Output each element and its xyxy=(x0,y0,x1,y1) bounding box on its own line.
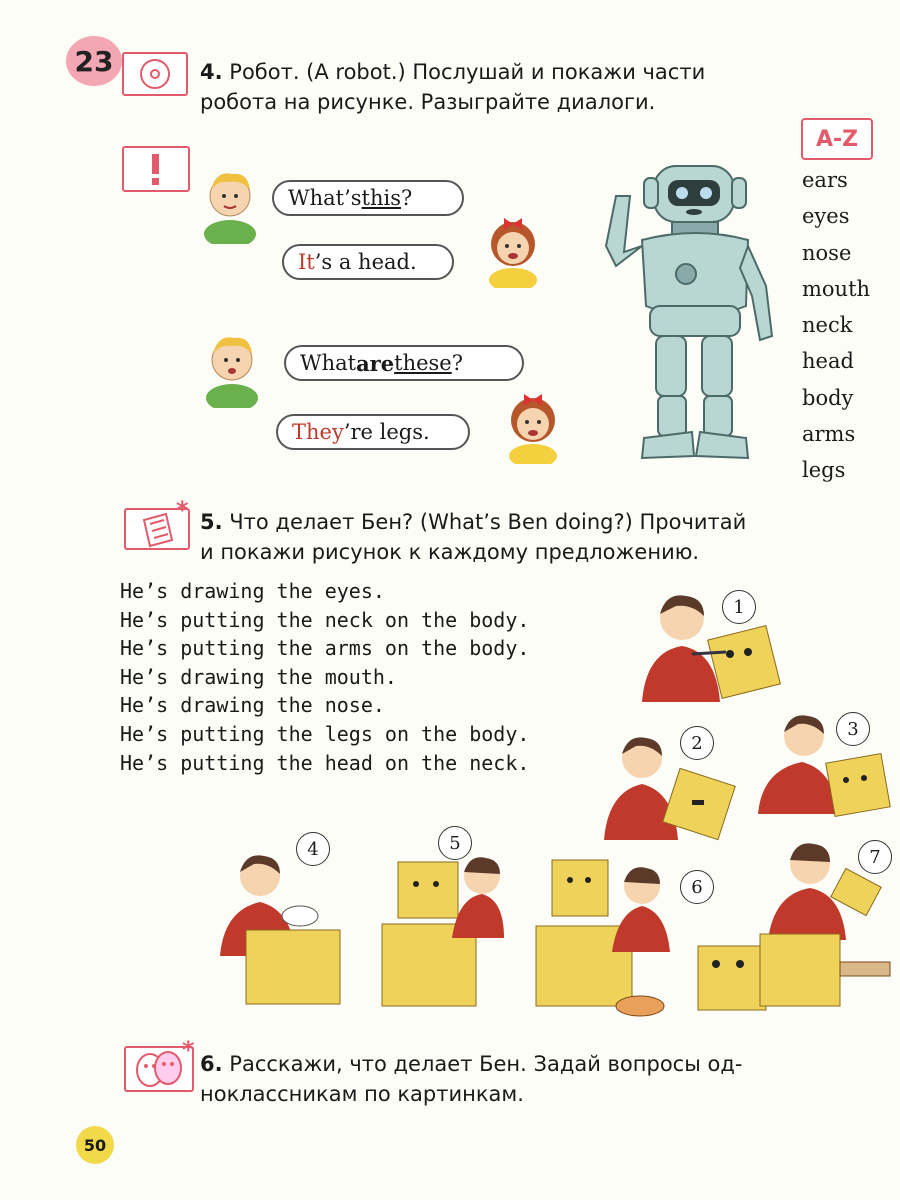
vocab-word: neck xyxy=(802,313,853,338)
robot-illustration xyxy=(596,156,786,466)
task5-number: 5. xyxy=(200,510,223,534)
star-icon: * xyxy=(176,496,189,524)
sentence-list xyxy=(120,577,529,777)
page-number: 50 xyxy=(76,1126,114,1164)
girl-face-icon xyxy=(502,382,564,464)
girl-face-icon xyxy=(482,206,544,288)
picture-ben-putting-arms xyxy=(530,856,680,1022)
picture-number-2: 2 xyxy=(680,726,714,760)
picture-number-7: 7 xyxy=(858,840,892,874)
picture-number-1: 1 xyxy=(722,590,756,624)
vocabulary-list xyxy=(802,162,870,489)
picture-ben-putting-neck xyxy=(216,846,346,1006)
star-icon: * xyxy=(182,1036,195,1064)
text: ? xyxy=(401,186,413,210)
task5-line2: и покажи рисунок к каждому предложению. xyxy=(200,540,700,564)
vocab-word: ears xyxy=(802,168,848,192)
task4-number: 4. xyxy=(200,60,223,84)
text: What xyxy=(300,351,357,375)
highlighted-word: It xyxy=(298,250,315,274)
vocab-word: nose xyxy=(802,240,852,265)
vocab-word: arms xyxy=(802,422,856,447)
lesson-number-badge: 23 xyxy=(66,36,122,86)
bold-word: are xyxy=(356,350,395,376)
underlined-word: these xyxy=(394,351,452,375)
picture-ben-drawing-eyes xyxy=(636,592,786,702)
audio-cd-icon xyxy=(122,52,188,96)
task6-line2: ноклассникам по картинкам. xyxy=(200,1082,524,1106)
picture-ben-putting-head xyxy=(378,852,508,1008)
vocab-word: eyes xyxy=(802,204,850,229)
speech-bubble-answer-2 xyxy=(276,414,470,450)
sentence: He’s drawing the eyes. xyxy=(120,579,385,603)
speech-bubble-question-2 xyxy=(284,345,524,381)
picture-number-4: 4 xyxy=(296,832,330,866)
vocab-word: legs xyxy=(802,458,846,483)
sentence: He’s putting the legs on the body. xyxy=(120,721,530,746)
speech-bubble-answer-1 xyxy=(282,244,454,280)
picture-number-5: 5 xyxy=(438,826,472,860)
text: What’s xyxy=(288,186,362,210)
underlined-word: this xyxy=(361,186,401,210)
picture-number-3: 3 xyxy=(836,712,870,746)
sentence: He’s putting the head on the neck. xyxy=(120,750,530,775)
speech-bubble-question-1 xyxy=(272,180,464,216)
sentence: He’s putting the neck on the body. xyxy=(120,607,530,632)
picture-number-6: 6 xyxy=(680,870,714,904)
task4-line2: робота на рисунке. Разыграйте диалоги. xyxy=(200,90,656,114)
sentence: He’s drawing the nose. xyxy=(120,693,385,718)
vocabulary-az-badge: A-Z xyxy=(801,118,873,160)
sentence: He’s drawing the mouth. xyxy=(120,664,397,689)
sentence: He’s putting the arms on the body. xyxy=(120,636,530,661)
boy-face-icon xyxy=(202,164,262,244)
picture-ben-drawing-mouth xyxy=(600,732,740,842)
task4-line1: Робот. (A robot.) Послушай и покажи части xyxy=(229,60,706,84)
vocab-word: head xyxy=(802,349,854,374)
highlighted-word: They xyxy=(292,420,344,444)
task5-line1: Что делает Бен? (What’s Ben doing?) Прочитай xyxy=(229,510,747,534)
task6-number: 6. xyxy=(200,1052,223,1076)
boy-face-icon xyxy=(204,328,264,408)
text: ’s a head. xyxy=(314,250,417,274)
exclamation-icon xyxy=(122,146,190,192)
vocab-word: mouth xyxy=(802,276,871,301)
task6-line1: Расскажи, что делает Бен. Задай вопросы од- xyxy=(229,1052,743,1076)
text: ’re legs. xyxy=(343,420,430,444)
vocab-word: body xyxy=(802,385,854,410)
task6-instructions xyxy=(200,1049,890,1109)
picture-ben-drawing-nose xyxy=(754,708,894,818)
task4-instructions xyxy=(200,57,890,117)
task5-instructions xyxy=(200,507,890,567)
text: ? xyxy=(451,351,463,375)
